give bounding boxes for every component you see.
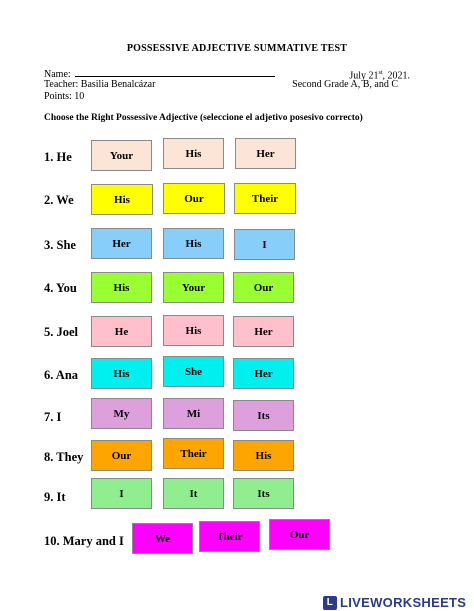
answer-option-button[interactable]: His [163,138,224,169]
question-label: 3. She [44,238,76,252]
answer-option-button[interactable]: Its [233,400,294,431]
answer-option-button[interactable]: I [234,229,295,260]
question-label: 5. Joel [44,325,79,339]
answer-option-button[interactable]: Mi [163,398,224,429]
question-label: 2. We [44,193,74,207]
answer-option-button[interactable]: He [91,316,152,347]
answer-option-button[interactable]: My [91,398,152,429]
answer-option-button[interactable]: His [163,228,224,259]
instructions: Choose the Right Possessive Adjective (seleccione el adjetivo posesivo correcto) [44,113,363,123]
name-blank-line [75,67,275,77]
answer-option-button[interactable]: Our [269,519,330,550]
points-text: Points: 10 [44,91,85,102]
answer-option-button[interactable]: His [91,184,153,215]
date-suffix: st [378,70,383,76]
logo-mark-icon: L [323,596,337,610]
answer-option-button[interactable]: Her [91,228,152,259]
date-day: July 21 [349,70,379,82]
answer-option-button[interactable]: Her [233,358,294,389]
answer-option-button[interactable]: Their [199,521,260,552]
answer-option-button[interactable]: It [163,478,224,509]
answer-option-button[interactable]: Our [233,272,294,303]
logo-text: LIVEWORKSHEETS [340,595,467,610]
question-label: 10. Mary and I [44,534,124,548]
answer-option-button[interactable]: His [91,272,152,303]
answer-option-button[interactable]: Your [91,140,152,171]
question-label: 4. You [44,281,77,295]
page-title: POSSESSIVE ADJECTIVE SUMMATIVE TEST [126,43,348,54]
answer-option-button[interactable]: Their [163,438,224,469]
answer-option-button[interactable]: I [91,478,152,509]
liveworksheets-logo [323,594,469,611]
answer-option-button[interactable]: His [233,440,294,471]
answer-option-button[interactable]: Her [233,316,294,347]
answer-option-button[interactable]: Our [91,440,152,471]
answer-option-button[interactable]: Their [234,183,296,214]
teacher-text: Teacher: Basilia Benalcázar [44,79,156,90]
date-year: , 2021. [382,70,410,82]
question-label: 9. It [44,490,66,504]
answer-option-button[interactable]: His [91,358,152,389]
name-label: Name: [44,69,71,80]
answer-option-button[interactable]: We [132,523,193,554]
answer-option-button[interactable]: Your [163,272,224,303]
question-label: 8. They [44,450,84,464]
question-label: 7. I [44,410,62,424]
answer-option-button[interactable]: Her [235,138,296,169]
answer-option-button[interactable]: Our [163,183,225,214]
answer-option-button[interactable]: His [163,315,224,346]
question-label: 6. Ana [44,368,79,382]
answer-option-button[interactable]: Its [233,478,294,509]
grade-text: Second Grade A, B, and C [292,79,398,90]
answer-option-button[interactable]: She [163,356,224,387]
question-label: 1. He [44,150,72,164]
